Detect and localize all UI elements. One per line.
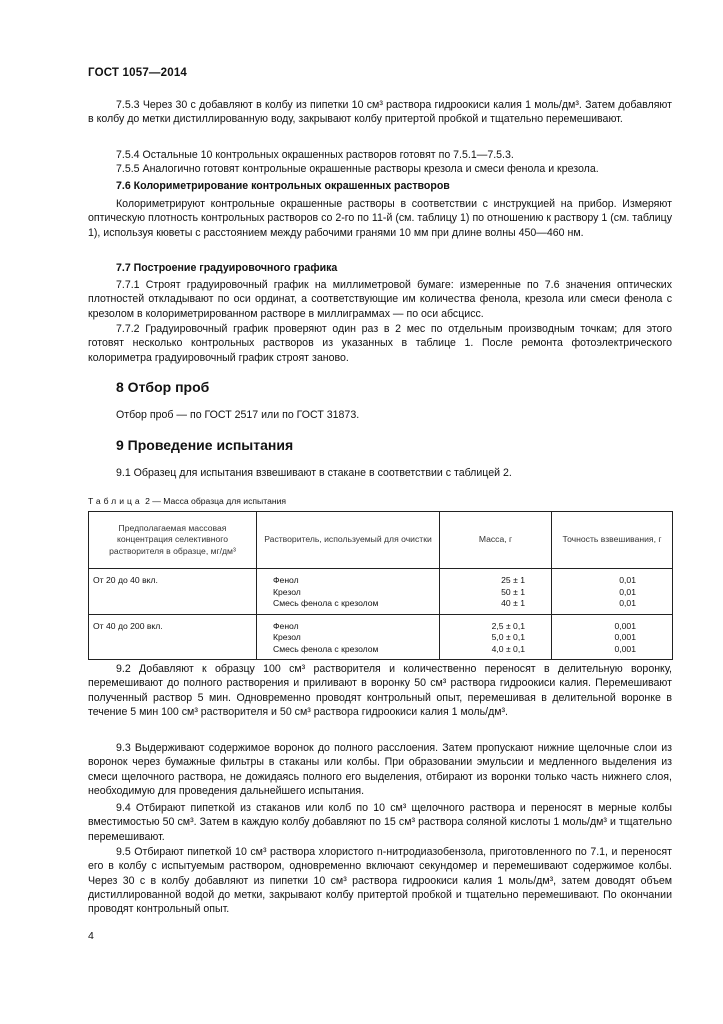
cell-mass: 4,0 ± 0,1 <box>491 643 525 654</box>
table-row <box>89 614 673 660</box>
cell-accuracy: 0,001 <box>614 643 636 654</box>
table-header-row <box>89 512 673 569</box>
cell-mass: 50 ± 1 <box>501 586 525 597</box>
cell-mass: 25 ± 1 <box>501 575 525 585</box>
paragraph-8: Отбор проб — по ГОСТ 2517 или по ГОСТ 31873. <box>116 409 360 421</box>
cell-range: От 40 до 200 вкл. <box>89 614 257 660</box>
cell-accuracies <box>552 569 673 615</box>
page-number: 4 <box>88 930 94 942</box>
header-accuracy: Точность взвешивания, г <box>552 512 673 569</box>
cell-accuracy: 0,01 <box>619 598 636 608</box>
cell-accuracy: 0,01 <box>619 586 636 597</box>
paragraph-9-5: 9.5 Отбирают пипеткой 10 см³ раствора хлористого n-нитродиазобензола, приготовленного по 7.1, и переносят его в колбу с испытуемым раствором, одновременно включают секундомер и перемешивают содержимое колбы. Через 30 с в колбу добавляют из пипетки 10 см³ раствора гидроокиси калия 1 моль/дм³, затем доводят объем дистиллированной водой до метки, закрывают колбу притертой пробкой и тщательно перемешивают. По окончании проводят контрольный опыт. <box>88 846 672 916</box>
paragraph-9-3: 9.3 Выдерживают содержимое воронок до полного расслоения. Затем пропускают нижние щелочные слои из воронок через бумажные фильтры в стаканы или колбы. При образовании эмульсии и медленного выделения из смеси щелочного раствора, не дожидаясь полного его выделения, отбирают из воронки только часть нижнего слоя, необходимую для проведения дальнейшего испытания. <box>88 742 672 797</box>
section-9-title: 9 Проведение испытания <box>116 437 294 453</box>
cell-solvent: Смесь фенола с крезолом <box>273 643 379 654</box>
paragraph-9-1: 9.1 Образец для испытания взвешивают в стакане в соответствии с таблицей 2. <box>116 467 512 479</box>
cell-solvents <box>257 614 440 660</box>
cell-solvent: Фенол <box>273 575 299 585</box>
paragraph-7-7-1: 7.7.1 Строят градуировочный график на миллиметровой бумаге: измеренные по 7.6 значения оптических плотностей откладывают по оси ординат, а соответствующие им количества фенола, крезола или смеси фенола с крезолом в колориметрированном растворе в миллиграммах — по оси абсцисс. <box>88 279 672 320</box>
paragraph-7-5-4: 7.5.4 Остальные 10 контрольных окрашенных растворов готовят по 7.5.1—7.5.3. <box>116 149 514 161</box>
cell-solvent: Смесь фенола с крезолом <box>273 598 379 608</box>
table-row <box>89 569 673 615</box>
table-2-caption-text: 2 — Масса образца для испытания <box>142 496 287 506</box>
cell-solvents <box>257 569 440 615</box>
cell-masses <box>440 614 552 660</box>
section-8-title: 8 Отбор проб <box>116 379 210 395</box>
paragraph-7-6: Колориметрируют контрольные окрашенные растворы в соответствии с инструкцией на прибор. Измеряют оптическую плотность контрольных растворов со 2-го по 11-й (см. таблицу 1) по отношению к раствору 1 (см. таблицу 1), используя кюветы с расстоянием между рабочими гранями 10 мм при длине волны 450—460 нм. <box>88 198 672 239</box>
header-mass: Масса, г <box>440 512 552 569</box>
heading-7-6: 7.6 Колориметрирование контрольных окрашенных растворов <box>116 180 450 192</box>
cell-solvent: Крезол <box>273 632 301 642</box>
cell-accuracy: 0,01 <box>619 575 636 585</box>
paragraph-9-2: 9.2 Добавляют к образцу 100 см³ растворителя и количественно переносят в делительную воронку, перемешивают до полного растворения и приливают в воронку 50 см³ раствора гидроокиси калия. Перемешивают полученный раствор 5 мин. Одновременно проводят контрольный опыт, перемешивая в делительной воронке в течение 5 мин 100 см³ растворителя и 50 см³ раствора гидроокиси калия 1 моль/дм³. <box>88 663 672 718</box>
paragraph-7-5-5: 7.5.5 Аналогично готовят контрольные окрашенные растворы крезола и смеси фенола и крезола. <box>116 163 599 175</box>
paragraph-7-5-3: 7.5.3 Через 30 с добавляют в колбу из пипетки 10 см³ раствора гидроокиси калия 1 моль/дм³. Затем добавляют в колбу до метки дистиллированную воду, закрывают колбу притертой пробкой и тщательно перемешивают. <box>88 99 672 126</box>
cell-mass: 40 ± 1 <box>501 598 525 608</box>
table-2-caption-word: Таблица <box>88 496 143 506</box>
cell-solvent: Крезол <box>273 586 301 597</box>
heading-7-7: 7.7 Построение градуировочного графика <box>116 262 338 274</box>
paragraph-9-4: 9.4 Отбирают пипеткой из стаканов или колб по 10 см³ щелочного раствора и переносят в мерные колбы вместимостью 50 см³. Затем в каждую колбу добавляют по 15 см³ раствора соляной кислоты 1 моль/дм³ и тщательно перемешивают. <box>88 802 672 843</box>
paragraph-7-7-2: 7.7.2 Градуировочный график проверяют один раз в 2 мес по отдельным производным точкам; для этого готовят несколько контрольных растворов из указанных в таблице 1. После ремонта фотоэлектрического колориметра градуировочный график строят заново. <box>88 323 672 364</box>
table-2-caption <box>88 496 286 506</box>
cell-solvent: Фенол <box>273 620 299 631</box>
cell-range: От 20 до 40 вкл. <box>89 569 257 615</box>
cell-accuracies <box>552 614 673 660</box>
document-header: ГОСТ 1057—2014 <box>88 67 188 79</box>
table-2 <box>88 511 673 660</box>
header-solvent: Растворитель, используемый для очистки <box>257 512 440 569</box>
cell-mass: 5,0 ± 0,1 <box>491 632 525 642</box>
cell-accuracy: 0,001 <box>614 620 636 631</box>
cell-mass: 2,5 ± 0,1 <box>491 620 525 631</box>
cell-accuracy: 0,001 <box>614 632 636 642</box>
header-concentration: Предполагаемая массовая концентрация селективного растворителя в образце, мг/дм³ <box>89 512 257 569</box>
cell-masses <box>440 569 552 615</box>
